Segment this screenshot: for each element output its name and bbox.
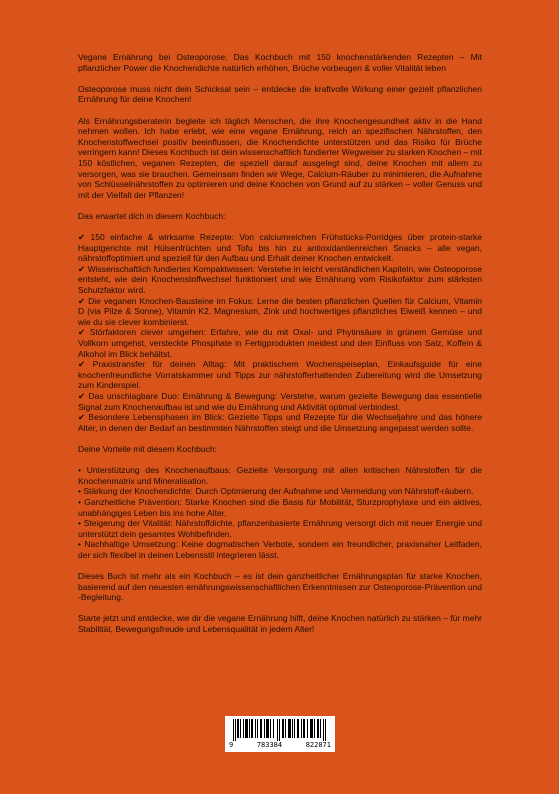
description-paragraph: Als Ernährungsberaterin begleite ich täglich Menschen, die ihre Knochengesundheit aktiv in die Hand nehmen wollen. Ich habe erlebt, wie eine vegane Ernährung, reich an spezifischen Nährstoffen, den Knochenstoffwechsel positiv beeinflussen, die Knochendichte unterstützen und das Risiko für Brüche verringern kann! Dieses Kochbuch ist dein wissenschaftlich fundierter Wegweiser zu starken Knochen – mit 150 köstlichen, veganen Rezepten, die speziell darauf ausgelegt sind, deine Knochen mit allem zu versorgen, was sie brauchen. Gemeinsam finden wir Wege, Calcium-Räuber zu minimieren, die Aufnahme von Schlüsselnährstoffen zu optimieren und deine Knochen von Grund auf zu stärken – voller Genuss und mit der Vielfalt der Pflanzen! [78,115,482,200]
summary-paragraph: Dieses Buch ist mehr als ein Kochbuch – es ist dein ganzheitlicher Ernährungsplan für starke Knochen, basierend auf den neuesten ernährungswissenschaftlichen Erkenntnissen zur Osteoporose-Prävention und -Begleitung. [78,571,482,603]
list-item: ✔ Die veganen Knochen-Bausteine im Fokus: Lerne die besten pflanzlichen Quellen für Calcium, Vitamin D (via Pilze & Sonne), Vitamin K2, Magnesium, Zink und hochwertiges pflanzliches Eiweiß kennen – und wie du sie clever kombinierst. [78,295,482,327]
expect-heading: Das erwartet dich in diesem Kochbuch: [78,210,226,221]
cover-text [78,52,482,645]
barcode-bars [233,719,327,741]
isbn-barcode [225,716,335,752]
benefits-heading: Deine Vorteile mit diesem Kochbuch: [78,443,217,454]
list-item: ✔ Praxistransfer für deinen Alltag: Mit praktischem Wochenspeiseplan, Einkaufsguide für eine knochenfreundliche Vorratskammer und Tipps zur nährstofferhaltenden Zubereitung wird die Umsetzung zum Kinderspiel. [78,359,482,391]
list-item: ✔ Das unschlagbare Duo: Ernährung & Bewegung: Verstehe, warum gezielte Bewegung das essentielle Signal zum Knochenaufbau ist und wie du Ernährung und Aktivität optimal verbindest. [78,391,482,412]
barcode-digit-first: 9 [229,741,234,749]
expect-list [78,232,482,433]
call-to-action: Starte jetzt und entdecke, wie dir die vegane Ernährung hilft, deine Knochen natürlich zu stärken – für mehr Stabilität, Bewegungsfreude und Lebensqualität in jedem Alter! [78,613,482,635]
list-item: ✔ Besondere Lebensphasen im Blick: Gezielte Tipps und Rezepte für die Wechseljahre und das höhere Alter, in denen der Bedarf an bestimmten Nährstoffen steigt und die Umsetzung angepasst werden sollte. [78,412,482,433]
list-item: • Ganzheitliche Prävention: Starke Knochen sind die Basis für Mobilität, Sturzprophylaxe und ein aktives, unabhängiges Leben bis ins hohe Alter. [78,496,482,518]
barcode-digits-left: 783384 [256,741,283,749]
list-item: ✔ 150 einfache & wirksame Rezepte: Von calciumreichen Frühstücks-Porridges über protein-starke Hauptgerichte mit Hülsenfrüchten und Tofu bis hin zu antioxidantienreichen Snacks – alle vegan, nährstoffoptimiert und speziell für den Aufbau und Erhalt deiner Knochen entwickelt. [78,232,482,264]
barcode-digits [227,741,333,749]
tagline: Osteoporose muss nicht dein Schicksal sein – entdecke die kraftvolle Wirkung einer gezielt pflanzlichen Ernährung für deine Knochen! [78,83,482,105]
list-item: • Nachhaltige Umsetzung: Keine dogmatischen Verbote, sondern ein freundlicher, praxisnaher Leitfaden, der sich flexibel in deinen Lebensstil integrieren lässt. [78,539,482,560]
list-item: ✔ Störfaktoren clever umgehen: Erfahre, wie du mit Oxal- und Phytinsäure in grünem Gemüse und Vollkorn umgehst, versteckte Phosphate in Fertigprodukten meidest und den Einfluss von Salz, Koffein & Alkohol im Blick behältst. [78,327,482,359]
list-item: • Unterstützung des Knochenaufbaus: Gezielte Versorgung mit allen kritischen Nährstoffen für die Knochenmatrix und Mineralisation. [78,465,482,486]
book-title-paragraph: Vegane Ernährung bei Osteoporose: Das Kochbuch mit 150 knochenstärkenden Rezepten – Mit pflanzlicher Power die Knochendichte natürlich erhöhen, Brüche vorbeugen & voller Vitalität leben [78,52,482,73]
list-item: • Steigerung der Vitalität: Nährstoffdichte, pflanzenbasierte Ernährung versorgt dich mit neuer Energie und unterstützt dein gesamtes Wohlbefinden. [78,518,482,539]
list-item: • Stärkung der Knochendichte: Durch Optimierung der Aufnahme und Vermeidung von Nährstoff-räubern. [78,486,474,497]
benefits-list [78,465,482,560]
barcode-digits-right: 822871 [305,741,331,749]
list-item: ✔ Wissenschaftlich fundiertes Kompaktwissen: Verstehe in leicht verständlichen Kapiteln, wie Osteoporose entsteht, wie dein Knochenstoffwechsel funktioniert und wie Ernährung vom Risikofaktor zum stärksten Schutzfaktor wird. [78,263,482,296]
